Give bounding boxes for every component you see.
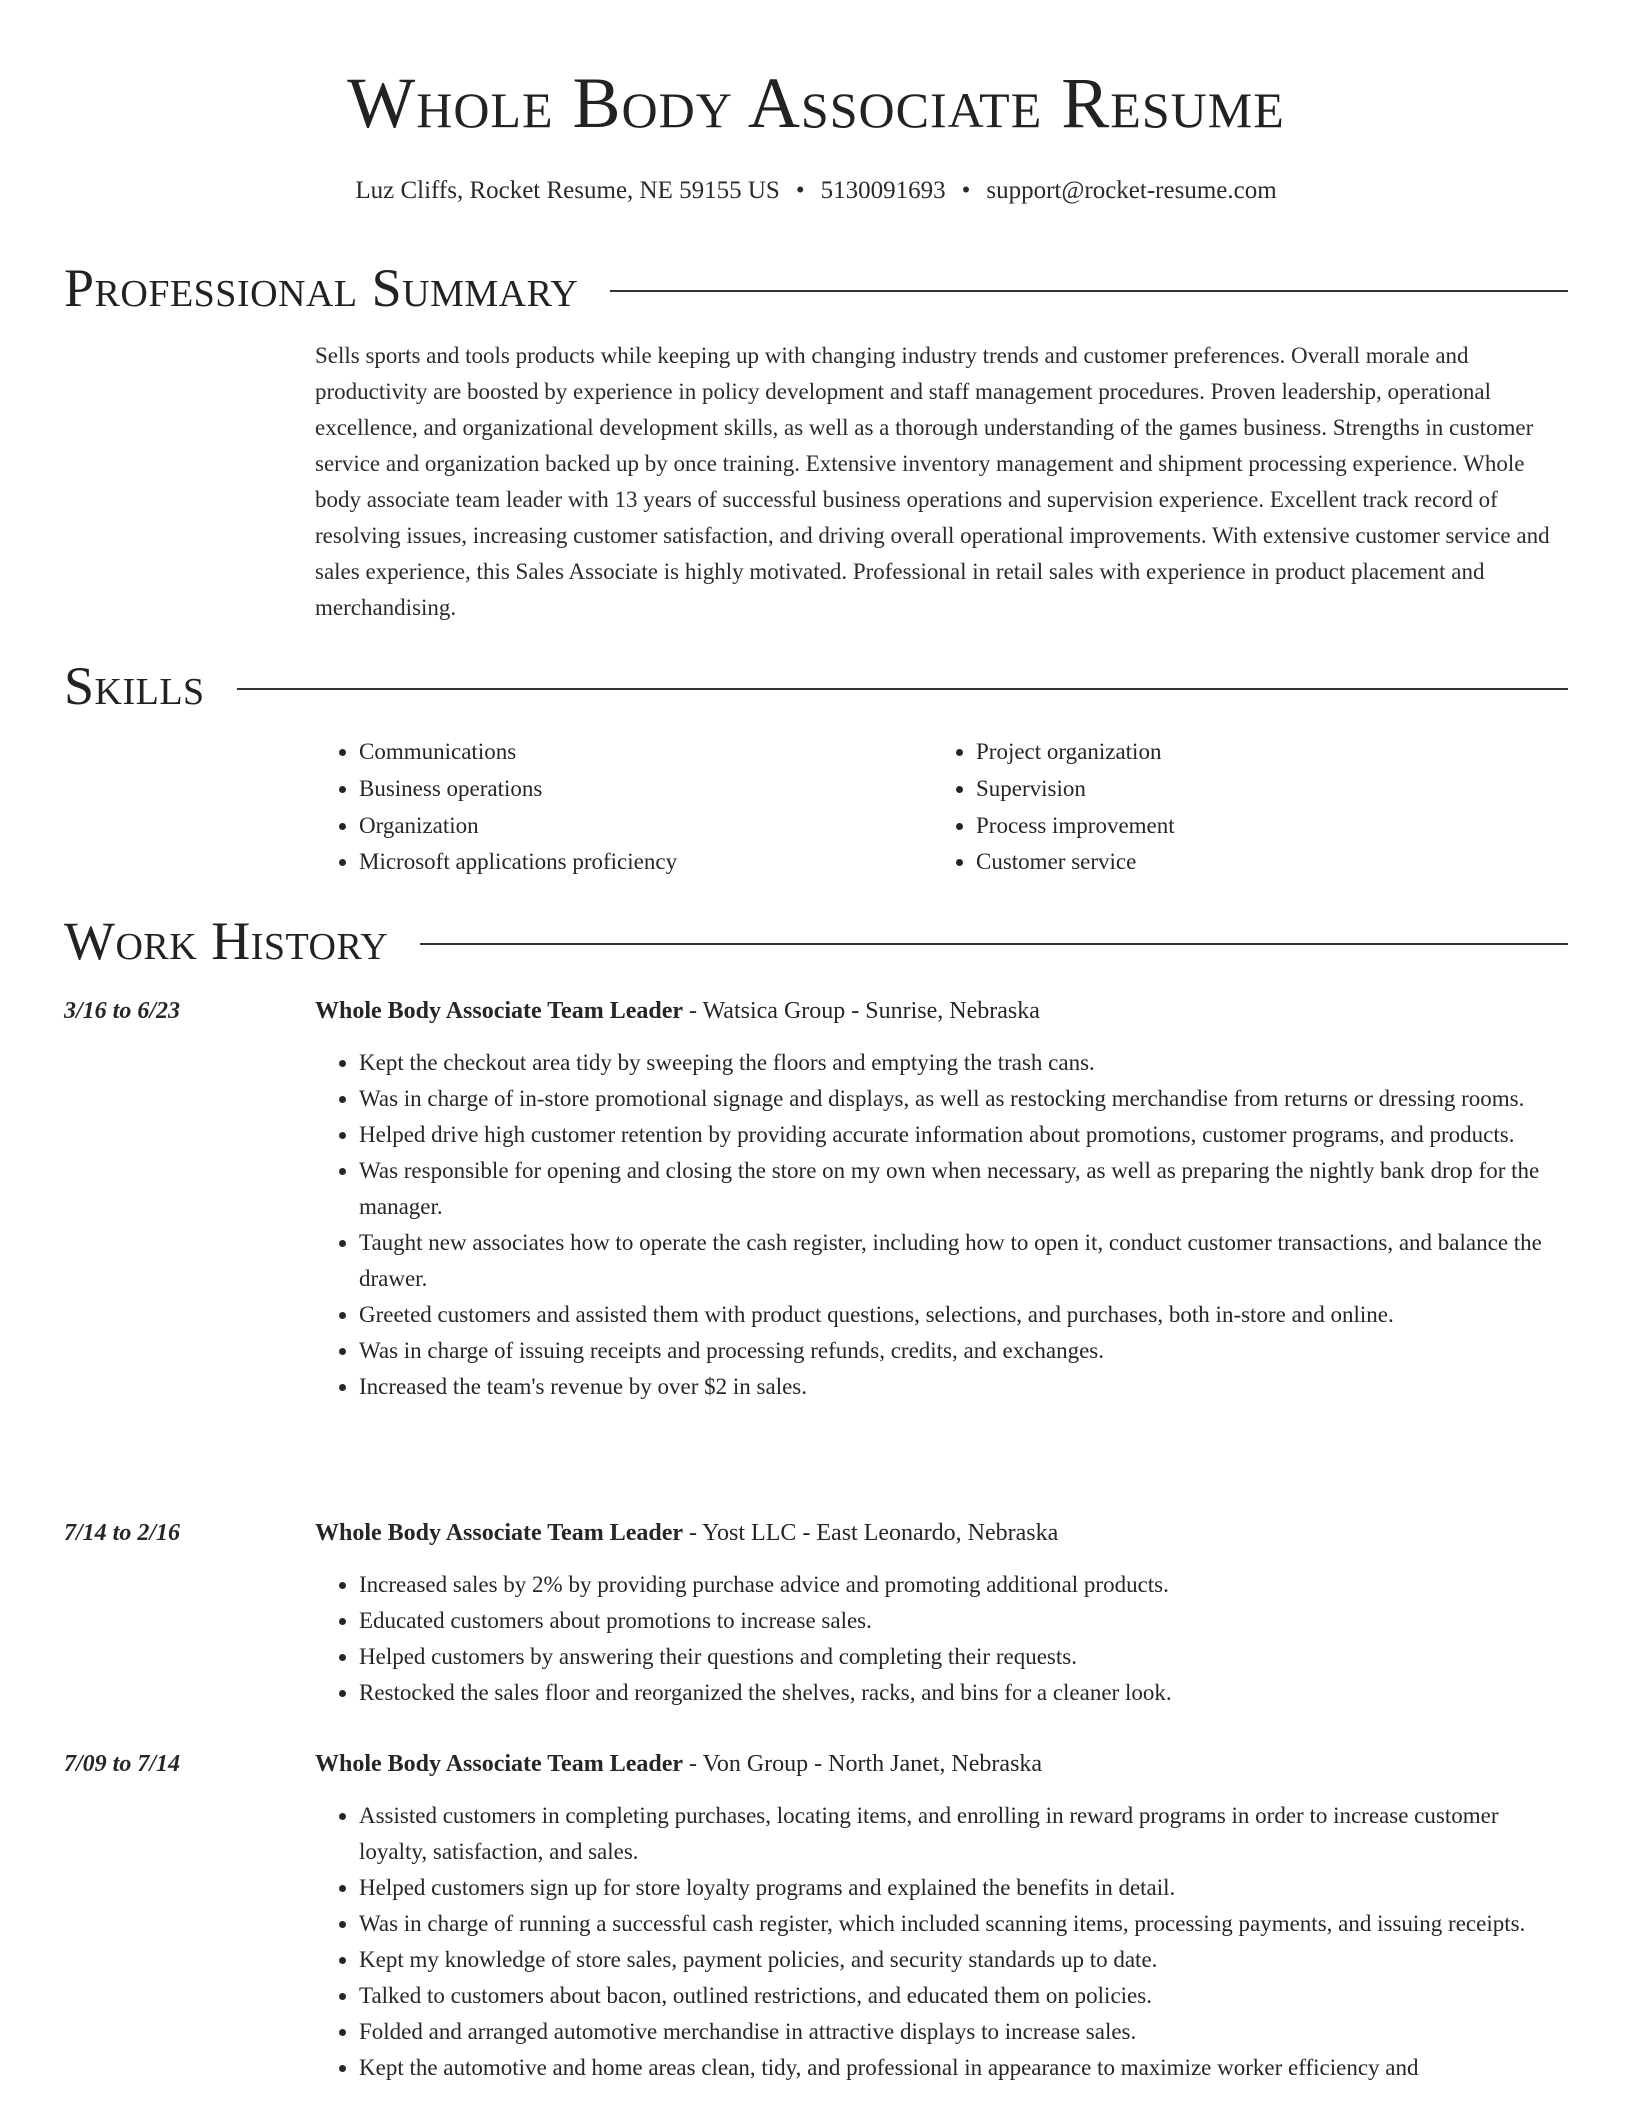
skill-item: • Supervision: [976, 771, 1549, 808]
contact-email: support@rocket-resume.com: [986, 177, 1277, 204]
job-bullet: • Greeted customers and assisted them with product questions, selections, and purchases, both in-store and online.: [359, 1297, 1570, 1333]
job-bullet: • Educated customers about promotions to increase sales.: [359, 1603, 1570, 1639]
resume-title: Whole Body Associate Resume: [347, 63, 1285, 143]
job-bullet: • Helped customers sign up for store loyalty programs and explained the benefits in detail.: [359, 1870, 1570, 1906]
skill-item: • Microsoft applications proficiency: [359, 844, 932, 881]
job-dates: 3/16 to 6/23: [64, 998, 181, 1024]
job-bullet: • Increased the team's revenue by over $2 in sales.: [359, 1369, 1570, 1405]
job-bullet: • Kept the automotive and home areas clean, tidy, and professional in appearance to maximize worker efficiency and: [359, 2050, 1570, 2086]
job-title: Whole Body Associate Team Leader: [315, 1751, 684, 1777]
skill-item: • Process improvement: [976, 808, 1549, 845]
job-company: - Von Group - North Janet, Nebraska: [683, 1751, 1043, 1777]
contact-phone: 5130091693: [820, 177, 946, 204]
job-company: - Watsica Group - Sunrise, Nebraska: [683, 998, 1040, 1024]
section-divider: [610, 290, 1568, 292]
job-bullet: • Kept the checkout area tidy by sweeping the floors and emptying the trash cans.: [359, 1045, 1570, 1081]
skills-column-left: [315, 734, 932, 881]
job-bullet: • Increased sales by 2% by providing purchase advice and promoting additional products.: [359, 1567, 1570, 1603]
job-title: Whole Body Associate Team Leader: [315, 998, 684, 1024]
skill-item: • Organization: [359, 808, 932, 845]
summary-text: Sells sports and tools products while keeping up with changing industry trends and customer preferences. Overall morale and productivity are boosted by experience in policy development and staff management procedures. Proven leadership, operational excellence, and organizational development skills, as well as a thorough understanding of the games business. Strengths in customer service and organization backed up by once training. Extensive inventory management and shipment processing experience. Whole body associate team leader with 13 years of successful business operations and supervision experience. Excellent track record of resolving issues, increasing customer satisfaction, and driving overall operational improvements. With extensive customer service and sales experience, this Sales Associate is highly motivated. Professional in retail sales with experience in product placement and merchandising.: [315, 343, 1550, 620]
job-bullet: • Restocked the sales floor and reorganized the shelves, racks, and bins for a cleaner look.: [359, 1675, 1570, 1711]
job-bullet: • Talked to customers about bacon, outlined restrictions, and educated them on policies.: [359, 1978, 1570, 2014]
job-bullets: [315, 1798, 1570, 2086]
contact-address: Luz Cliffs, Rocket Resume, NE 59155 US: [355, 177, 780, 204]
skill-item: • Project organization: [976, 734, 1549, 771]
contact-line: [0, 174, 1632, 208]
job-bullet: • Was in charge of issuing receipts and processing refunds, credits, and exchanges.: [359, 1333, 1570, 1369]
job-bullet: • Helped drive high customer retention by providing accurate information about promotions, customer programs, and products.: [359, 1117, 1570, 1153]
summary-section-header: [64, 258, 1568, 318]
job-bullet: • Taught new associates how to operate the cash register, including how to open it, conduct customer transactions, and balance the drawer.: [359, 1225, 1570, 1297]
skills-column-right: [932, 734, 1549, 881]
job-bullet: • Was responsible for opening and closing the store on my own when necessary, as well as preparing the nightly bank drop for the manager.: [359, 1153, 1570, 1225]
summary-heading: Professional Summary: [64, 258, 579, 318]
skills-heading: Skills: [64, 656, 205, 716]
job-company: - Yost LLC - East Leonardo, Nebraska: [683, 1520, 1059, 1546]
contact-separator: •: [961, 177, 971, 204]
job-title: Whole Body Associate Team Leader: [315, 1520, 684, 1546]
job-dates: 7/14 to 2/16: [64, 1520, 181, 1546]
section-divider: [420, 943, 1568, 945]
work-heading: Work History: [64, 911, 389, 971]
job-bullets: [315, 1567, 1570, 1711]
job-bullet: • Was in charge of running a successful cash register, which included scanning items, processing payments, and issuing receipts.: [359, 1906, 1570, 1942]
job-heading: [315, 1746, 1042, 1782]
job-dates: 7/09 to 7/14: [64, 1751, 181, 1777]
work-section-header: [64, 911, 1568, 971]
skill-item: • Business operations: [359, 771, 932, 808]
job-heading: [315, 1515, 1058, 1551]
skill-item: • Communications: [359, 734, 932, 771]
job-bullet: • Assisted customers in completing purchases, locating items, and enrolling in reward programs in order to increase customer loyalty, satisfaction, and sales.: [359, 1798, 1570, 1870]
job-bullet: • Kept my knowledge of store sales, payment policies, and security standards up to date.: [359, 1942, 1570, 1978]
skill-item: • Customer service: [976, 844, 1549, 881]
skills-section-header: [64, 656, 1568, 716]
job-bullet: • Folded and arranged automotive merchandise in attractive displays to increase sales.: [359, 2014, 1570, 2050]
skills-list: [315, 734, 1570, 881]
section-divider: [237, 688, 1568, 690]
job-bullet: • Was in charge of in-store promotional signage and displays, as well as restocking merchandise from returns or dressing rooms.: [359, 1081, 1570, 1117]
job-bullets: [315, 1045, 1570, 1405]
contact-separator: •: [795, 177, 805, 204]
job-heading: [315, 993, 1040, 1029]
job-bullet: • Helped customers by answering their questions and completing their requests.: [359, 1639, 1570, 1675]
